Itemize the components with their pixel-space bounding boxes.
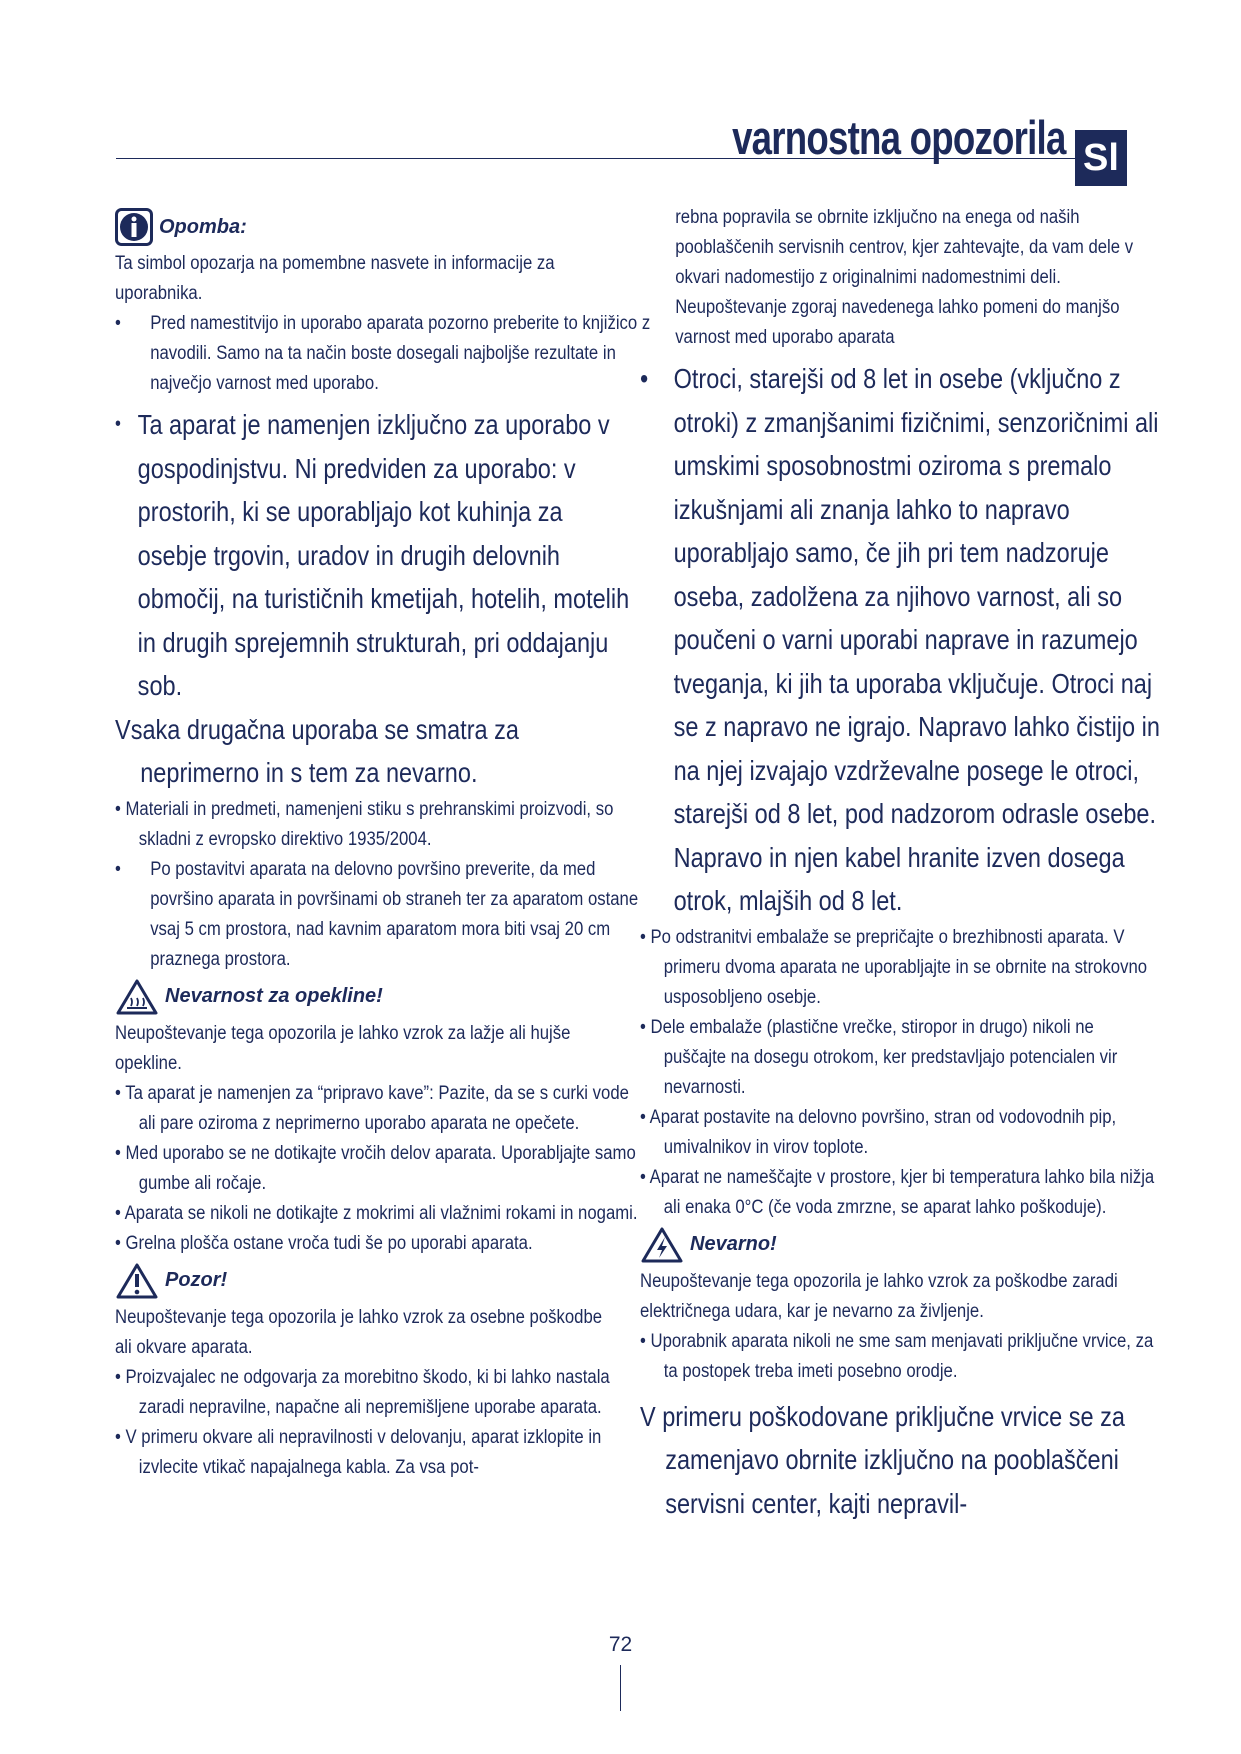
caution-icon: [115, 1262, 159, 1300]
list-item: • Po postavitvi aparata na delovno površino preverite, da med površino aparata in površinami ob straneh ter za aparatom ostane vsaj 5 cm prostora, nad kavnim aparatom mora biti vsaj 20 cm praznega prostora.: [115, 855, 652, 975]
list-item: • Pred namestitvijo in uporabo aparata pozorno preberite to knjižico z navodili. Samo na ta način boste dosegali najboljše rezultate in največjo varnost med uporabo.: [115, 309, 652, 399]
info-icon: [115, 208, 153, 246]
list-item: • Ta aparat je namenjen za “pripravo kave”: Pazite, da se s curki vode ali pare oziroma z neprimerno uporabo aparata ne opečete.: [115, 1079, 640, 1139]
note-text: Ta simbol opozarja na pomembne nasvete in informacije za uporabnika.: [115, 253, 555, 304]
danger-title: Nevarno!: [690, 1233, 777, 1255]
list-item: • Materiali in predmeti, namenjeni stiku s prehranskimi proizvodi, so skladni z evropsko direktivo 1935/2004.: [115, 795, 640, 855]
paragraph-large: V primeru poškodovane priključne vrvice se za zamenjavo obrnite izključno na pooblaščeni servisni center, kajti nepravil-: [640, 1400, 1126, 1519]
list-item: • Aparat ne nameščajte v prostore, kjer bi temperatura lahko bila nižja ali enaka 0°C (če voda zmrzne, se aparat lahko poškoduje).: [640, 1163, 1160, 1223]
caution-text: Neupoštevanje tega opozorila je lahko vzrok za osebne poškodbe ali okvare aparata.: [115, 1306, 603, 1358]
list-item: • Grelna plošča ostane vroča tudi še po uporabi aparata.: [115, 1229, 640, 1259]
right-column: [640, 203, 1160, 1525]
page-number-rule: [620, 1665, 621, 1711]
list-item: • Aparata se nikoli ne dotikajte z mokrimi ali vlažnimi rokami in nogami.: [115, 1199, 640, 1229]
danger-text: Neupoštevanje tega opozorila je lahko vzrok za poškodbe zaradi električnega udara, kar je nevarno za življenje.: [640, 1270, 1118, 1322]
list-item-large: • Otroci, starejši od 8 let in osebe (vključno z otroki) z zmanjšanimi fizičnimi, senzoričnimi ali umskimi sposobnostmi oziroma s premalo izkušnjami ali znanja lahko to napravo uporabljajo samo, če jih pri tem nadzoruje oseba, zadolžena za njihovo varnost, ali so poučeni o varni uporabi naprave in razumejo tveganja, ki jih ta uporaba vključuje. Otroci naj se z napravo ne igrajo. Napravo lahko čistijo in na njej izvajajo vzdrževalne posege le otroci, starejši od 8 let, pod nadzorom odrasle osebe. Napravo in njen kabel hranite izven dosega otrok, mlajših od 8 let.: [640, 357, 1168, 923]
list-item: • Dele embalaže (plastične vrečke, stiropor in drugo) nikoli ne puščajte na dosegu otrokom, ker predstavljajo potencialen vir nevarnosti.: [640, 1013, 1160, 1103]
caution-title: Pozor!: [165, 1269, 228, 1291]
list-item: • Aparat postavite na delovno površino, stran od vodovodnih pip, umivalnikov in virov toplote.: [640, 1103, 1160, 1163]
note-heading: [115, 205, 615, 249]
list-item-large: • Ta aparat je namenjen izključno za uporabo v gospodinjstvu. Ni predviden za uporabo: v prostorih, ki se uporabljajo kot kuhinja za osebje trgovin, uradov in drugih delovnih območij, na turističnih kmetijah, hotelih, motelih in drugih sprejemnih strukturah, pri oddajanju sob.: [115, 403, 637, 708]
burn-text: Neupoštevanje tega opozorila je lahko vzrok za lažje ali hujše opekline.: [115, 1022, 571, 1074]
hot-surface-warning-icon: [115, 978, 159, 1016]
list-item: • Med uporabo se ne dotikajte vročih delov aparata. Uporabljajte samo gumbe ali ročaje.: [115, 1139, 640, 1199]
electric-shock-icon: [640, 1226, 684, 1264]
page-title: varnostna opozorila: [732, 111, 1066, 164]
note-title: Opomba:: [159, 215, 247, 238]
list-item: • Uporabnik aparata nikoli ne sme sam menjavati priključne vrvice, za ta postopek treba imeti posebno orodje.: [640, 1327, 1160, 1387]
list-item: • V primeru okvare ali nepravilnosti v delovanju, aparat izklopite in izvlecite vtikač napajalnega kabla. Za vsa pot-: [115, 1423, 640, 1483]
list-item: • Po odstranitvi embalaže se prepričajte o brezhibnosti aparata. V primeru dvoma aparata ne uporabljajte in se obrnite na strokovno usposobljeno osebje.: [640, 923, 1160, 1013]
continued-paragraph: rebna popravila se obrnite izključno na enega od naših pooblaščenih servisnih centrov, kjer zahtevajte, da vam dele v okvari nadomestijo z originalnimi nadomestnimi deli. Neupoštevanje zgoraj navedenega lahko pomeni do manjšo varnost med uporabo aparata: [675, 207, 1134, 348]
left-column: [115, 205, 651, 1483]
burn-title: Nevarnost za opekline!: [165, 985, 383, 1007]
burn-heading: [115, 975, 615, 1019]
danger-heading: [640, 1223, 1135, 1267]
caution-heading: [115, 1259, 615, 1303]
list-item: • Proizvajalec ne odgovarja za morebitno škodo, ki bi lahko nastala zaradi nepravilne, napačne ali nepremišljene uporabe aparata.: [115, 1363, 640, 1423]
language-badge: Sl: [1075, 130, 1127, 186]
page-number: 72: [608, 1633, 633, 1656]
paragraph-large: Vsaka drugačna uporaba se smatra za neprimerno in s tem za nevarno.: [115, 713, 520, 788]
